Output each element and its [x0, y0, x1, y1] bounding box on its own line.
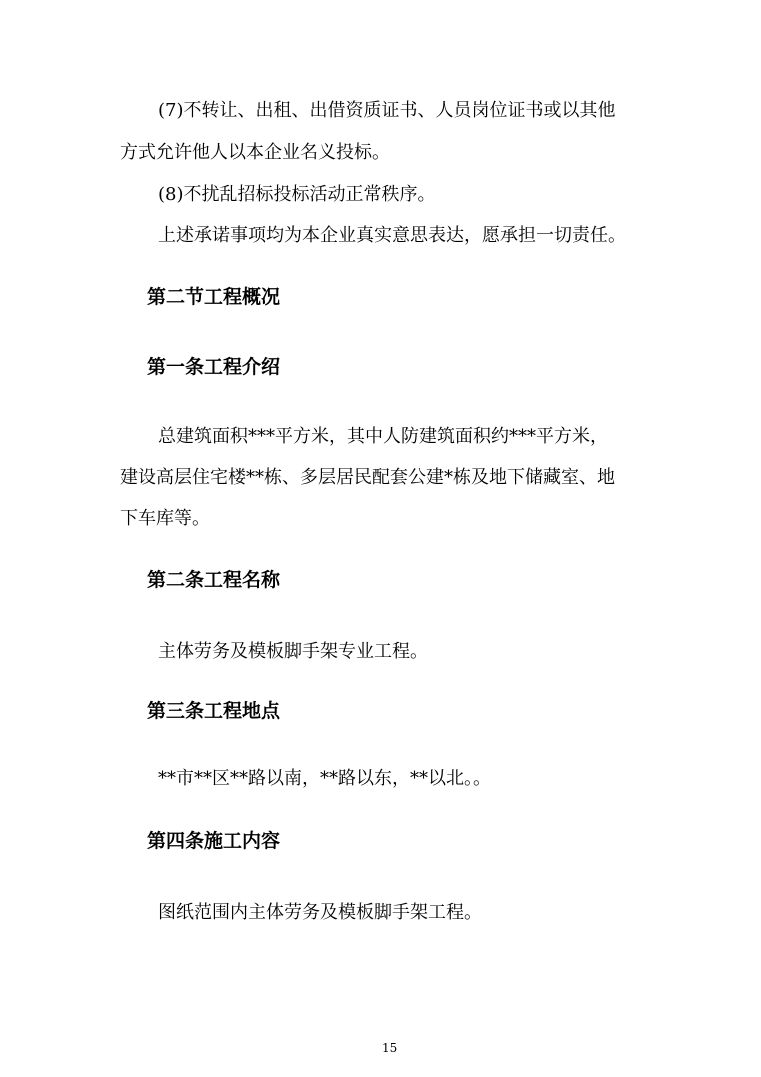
construction-scope-text: 图纸范围内主体劳务及模板脚手架工程。 [158, 902, 482, 923]
article-heading-scope: 第四条施工内容 [147, 830, 281, 852]
article-heading-name: 第二条工程名称 [147, 569, 281, 591]
project-location-text: **市**区**路以南，**路以东，**以北。。 [158, 768, 491, 789]
clause-7-line-1: (7)不转让、出租、出借资质证书、人员岗位证书或以其他 [158, 100, 616, 121]
introduction-line-3: 下车库等。 [120, 508, 210, 529]
article-heading-location: 第三条工程地点 [147, 700, 281, 722]
article-heading-introduction: 第一条工程介绍 [147, 356, 281, 378]
introduction-line-2: 建设高层住宅楼**栋、多层居民配套公建*栋及地下储藏室、地 [120, 467, 615, 488]
clause-7-line-2: 方式允许他人以本企业名义投标。 [120, 142, 390, 163]
clause-8: (8)不扰乱招标投标活动正常秩序。 [158, 184, 436, 205]
project-name-text: 主体劳务及模板脚手架专业工程。 [158, 641, 428, 662]
commitment-statement: 上述承诺事项均为本企业真实意思表达，愿承担一切责任。 [158, 225, 626, 246]
section-heading-overview: 第二节工程概况 [147, 286, 281, 308]
introduction-line-1: 总建筑面积***平方米，其中人防建筑面积约***平方米， [158, 426, 608, 447]
page-number: 15 [382, 1041, 398, 1055]
